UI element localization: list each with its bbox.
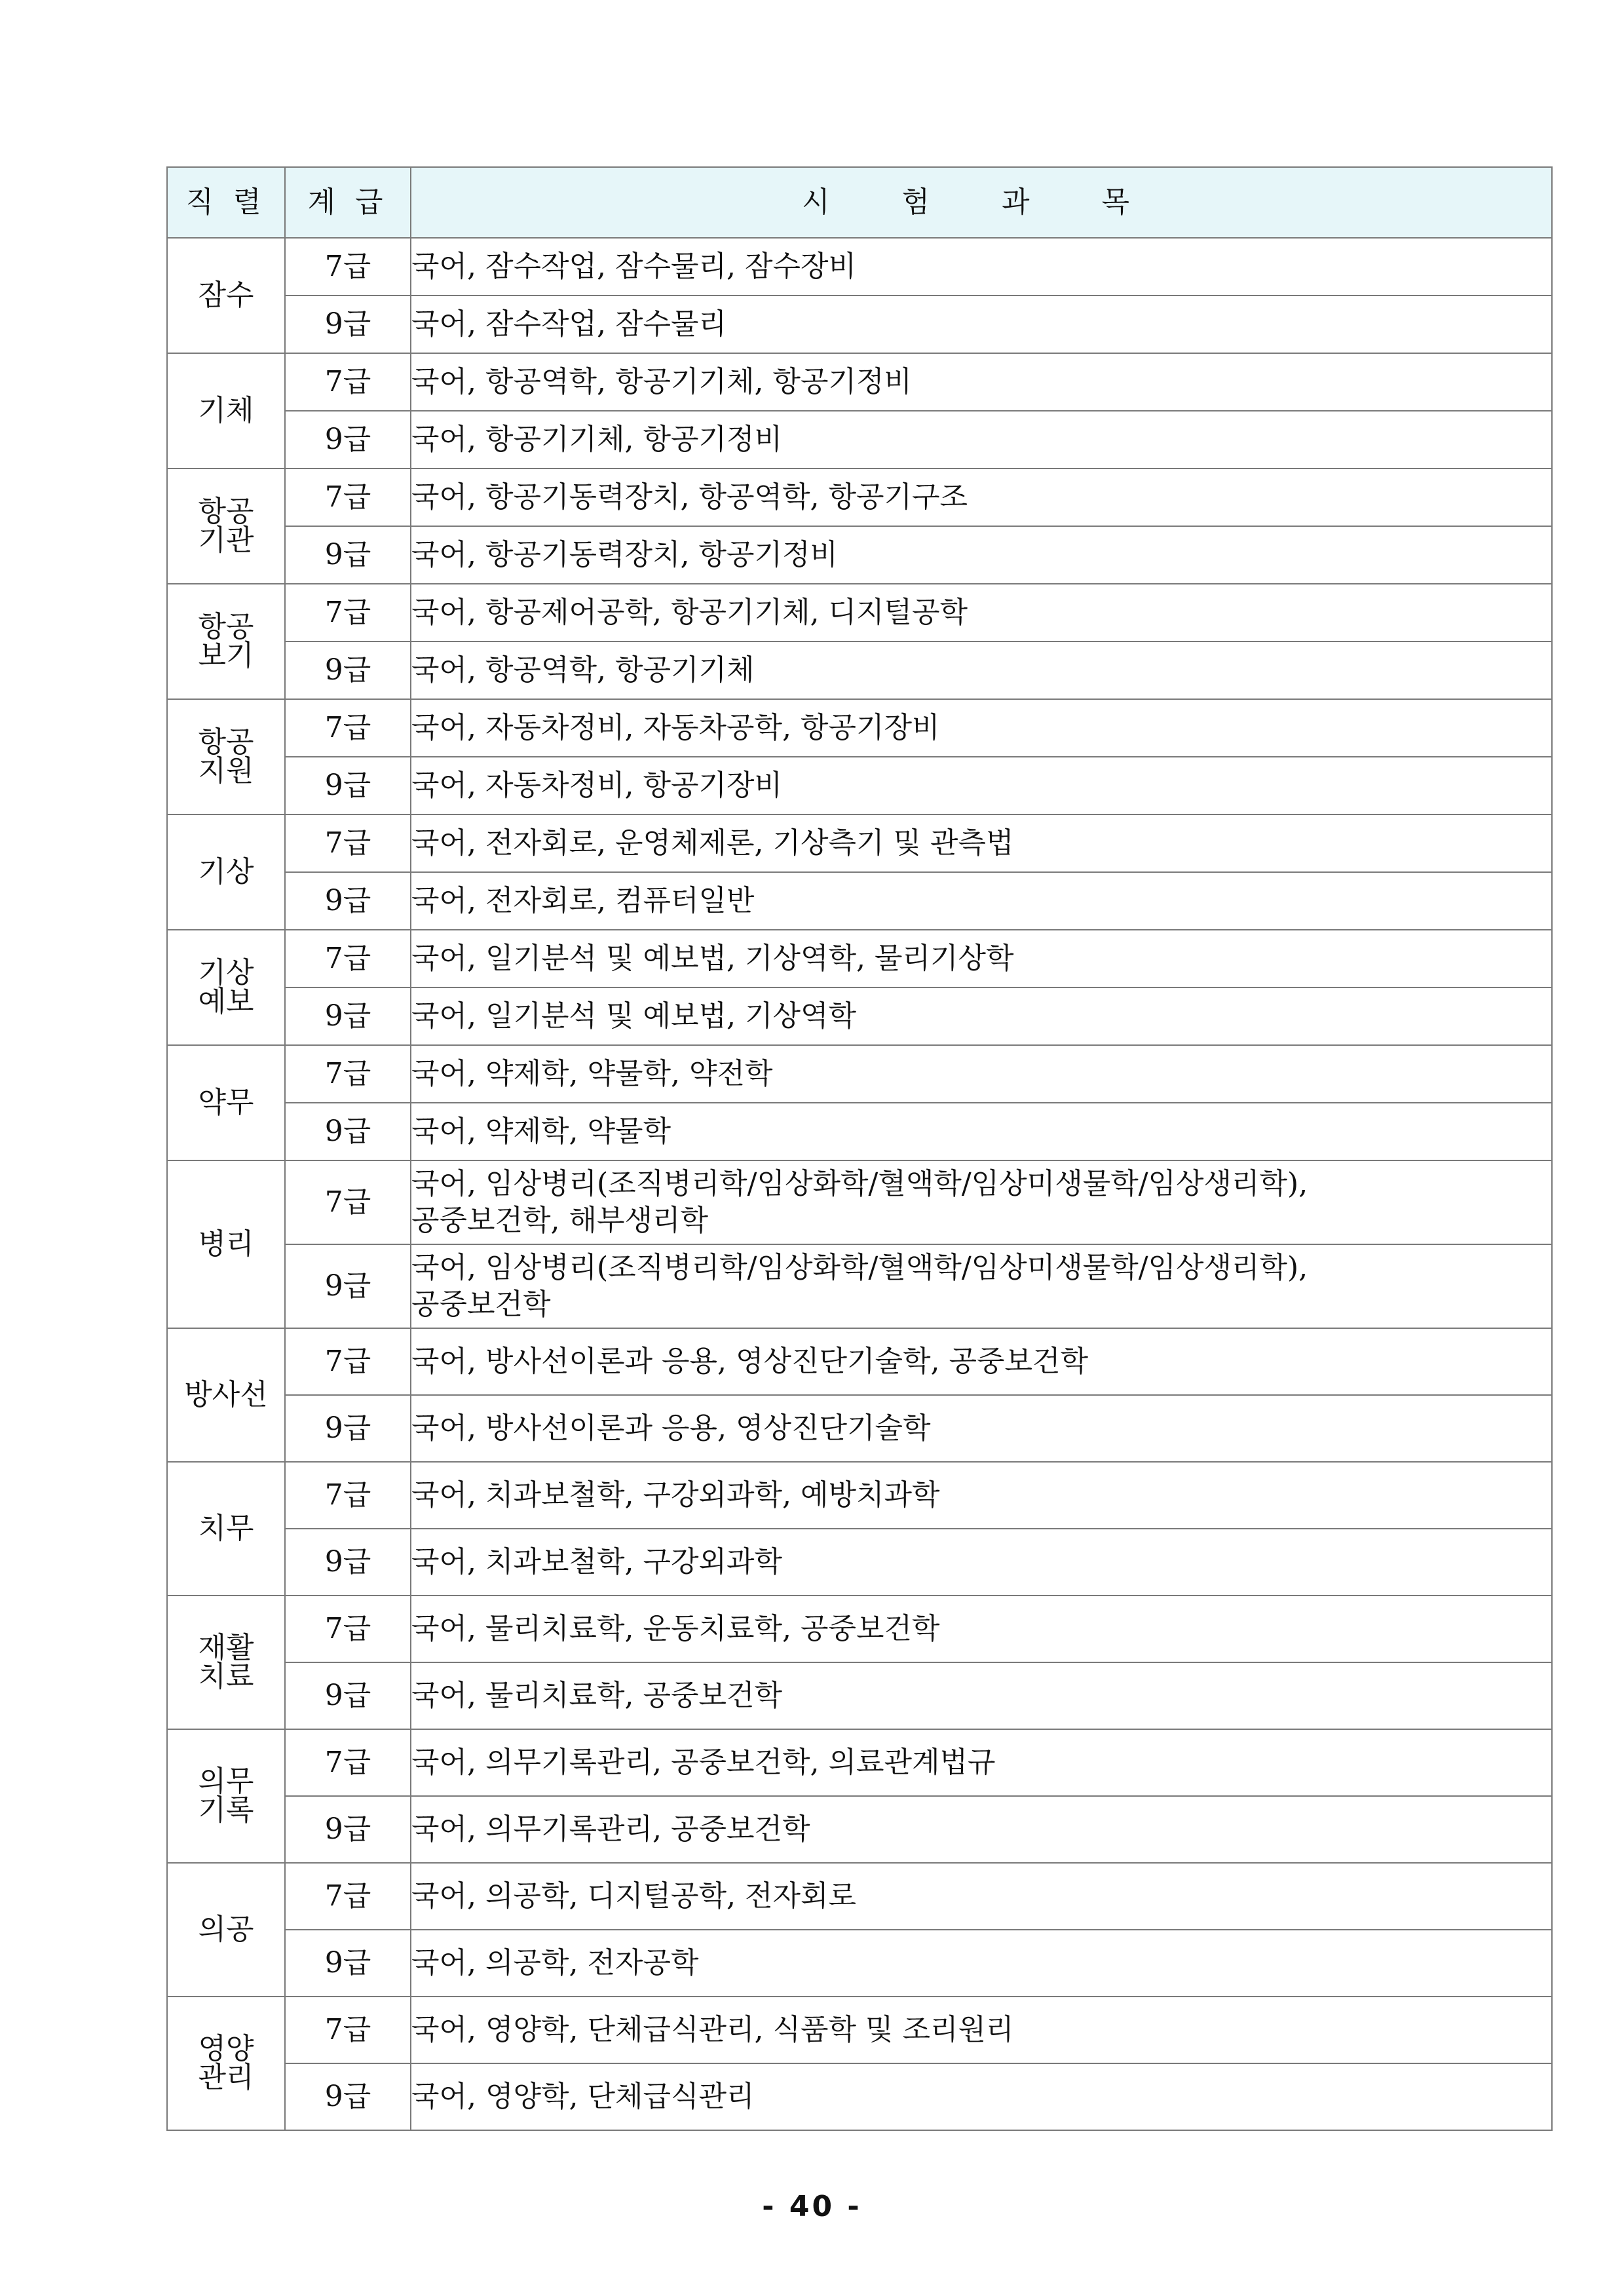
job-series-cell: [167, 238, 285, 353]
subjects-cell: [411, 757, 1552, 814]
table-row: [167, 411, 1552, 469]
job-series-label: 기상: [198, 855, 254, 889]
table-row: [167, 353, 1552, 411]
subjects-cell: [411, 1662, 1552, 1729]
subjects-text: 국어, 물리치료학, 공중보건학: [411, 1679, 782, 1712]
header-grade: 계 급: [285, 167, 411, 238]
grade-cell: 9급: [285, 1244, 411, 1328]
table-row: [167, 1045, 1552, 1103]
table-row: [167, 1796, 1552, 1863]
grade-cell: 7급: [285, 584, 411, 641]
subjects-cell: [411, 526, 1552, 584]
subjects-cell: [411, 353, 1552, 411]
subjects-text: 국어, 의무기록관리, 공중보건학: [411, 1812, 810, 1846]
subjects-cell: [411, 1529, 1552, 1596]
job-series-cell: [167, 699, 285, 814]
grade-cell: 7급: [285, 930, 411, 987]
job-series-label: 기상 예보: [198, 956, 254, 1018]
job-series-cell: [167, 814, 285, 930]
table-row: [167, 872, 1552, 930]
job-series-label: 영양 관리: [198, 2032, 254, 2094]
job-series-cell: [167, 1462, 285, 1596]
subjects-text: 국어, 전자회로, 컴퓨터일반: [411, 884, 755, 917]
grade-cell: 9급: [285, 296, 411, 353]
subjects-cell: [411, 641, 1552, 699]
job-series-label: 항공 기관: [198, 495, 254, 557]
table-row: [167, 2063, 1552, 2130]
grade-cell: 7급: [285, 353, 411, 411]
table-row: [167, 1863, 1552, 1930]
subjects-cell: [411, 699, 1552, 757]
subjects-text: 국어, 전자회로, 운영체제론, 기상측기 및 관측법: [411, 826, 1014, 860]
subjects-cell: [411, 1244, 1552, 1328]
subjects-cell: [411, 814, 1552, 872]
subjects-text: 국어, 영양학, 단체급식관리: [411, 2080, 755, 2113]
table-row: [167, 1103, 1552, 1160]
subjects-cell: [411, 1596, 1552, 1662]
table-row: [167, 1395, 1552, 1462]
grade-cell: 9급: [285, 1796, 411, 1863]
grade-cell: 7급: [285, 699, 411, 757]
job-series-cell: [167, 1328, 285, 1462]
job-series-cell: [167, 1160, 285, 1328]
job-series-label: 약무: [198, 1086, 254, 1119]
job-series-cell: [167, 584, 285, 699]
page-number: - 40 -: [762, 2190, 862, 2223]
subjects-text: 국어, 약제학, 약물학, 약전학: [411, 1057, 773, 1090]
subjects-text: 국어, 의공학, 디지털공학, 전자회로: [411, 1879, 856, 1913]
subjects-cell: [411, 1462, 1552, 1529]
table-row: [167, 1596, 1552, 1662]
subjects-cell: [411, 1930, 1552, 1997]
subjects-text: 국어, 치과보철학, 구강외과학: [411, 1545, 782, 1578]
grade-cell: 7급: [285, 238, 411, 296]
table-row: [167, 641, 1552, 699]
subjects-cell: [411, 1729, 1552, 1796]
header-job-series: 직 렬: [167, 167, 285, 238]
subjects-cell: [411, 1328, 1552, 1395]
subjects-cell: [411, 872, 1552, 930]
grade-cell: 7급: [285, 1160, 411, 1244]
subjects-text: 국어, 방사선이론과 응용, 영상진단기술학: [411, 1411, 931, 1445]
table-row: [167, 1328, 1552, 1395]
grade-cell: 9급: [285, 2063, 411, 2130]
grade-cell: 9급: [285, 1662, 411, 1729]
table-row: [167, 699, 1552, 757]
grade-cell: 9급: [285, 641, 411, 699]
table-row: [167, 296, 1552, 353]
subjects-cell: [411, 2063, 1552, 2130]
grade-cell: 7급: [285, 1328, 411, 1395]
table-row: [167, 1160, 1552, 1244]
grade-cell: 9급: [285, 872, 411, 930]
subjects-cell: [411, 1796, 1552, 1863]
job-series-cell: [167, 353, 285, 469]
subjects-text: 국어, 잠수작업, 잠수물리, 잠수장비: [411, 250, 856, 283]
subjects-text: 국어, 방사선이론과 응용, 영상진단기술학, 공중보건학: [411, 1345, 1088, 1378]
subjects-text: 국어, 항공기동력장치, 항공역학, 항공기구조: [411, 480, 968, 514]
subjects-text: 국어, 항공기기체, 항공기정비: [411, 423, 782, 456]
subjects-cell: [411, 987, 1552, 1045]
grade-cell: 9급: [285, 1529, 411, 1596]
table-row: [167, 1729, 1552, 1796]
grade-cell: 7급: [285, 1462, 411, 1529]
subjects-text: 국어, 자동차정비, 항공기장비: [411, 769, 782, 802]
table-row: [167, 584, 1552, 641]
job-series-label: 방사선: [184, 1378, 268, 1411]
subjects-text: 국어, 일기분석 및 예보법, 기상역학, 물리기상학: [411, 942, 1014, 975]
table-row: [167, 1462, 1552, 1529]
table-row: [167, 1662, 1552, 1729]
grade-cell: 7급: [285, 1045, 411, 1103]
subjects-text: 국어, 항공제어공학, 항공기기체, 디지털공학: [411, 596, 968, 629]
subjects-text: 국어, 항공역학, 항공기기체: [411, 653, 755, 687]
table-row: [167, 1244, 1552, 1328]
subjects-cell: [411, 1103, 1552, 1160]
subjects-cell: [411, 296, 1552, 353]
subjects-text: 국어, 잠수작업, 잠수물리: [411, 307, 727, 341]
job-series-cell: [167, 469, 285, 584]
table-row: [167, 930, 1552, 987]
subjects-cell: [411, 238, 1552, 296]
grade-cell: 9급: [285, 757, 411, 814]
grade-cell: 7급: [285, 814, 411, 872]
subjects-text: 국어, 자동차정비, 자동차공학, 항공기장비: [411, 711, 940, 744]
subjects-cell: [411, 1863, 1552, 1930]
subjects-cell: [411, 930, 1552, 987]
subjects-text: 국어, 의공학, 전자공학: [411, 1946, 699, 1980]
job-series-label: 병리: [198, 1227, 254, 1261]
grade-cell: 7급: [285, 1596, 411, 1662]
job-series-label: 항공 지원: [198, 725, 254, 788]
job-series-label: 치무: [198, 1512, 254, 1545]
subjects-cell: [411, 1395, 1552, 1462]
table-row: [167, 814, 1552, 872]
job-series-label: 의무 기록: [198, 1765, 254, 1827]
grade-cell: 7급: [285, 1729, 411, 1796]
subjects-cell: [411, 1160, 1552, 1244]
subjects-text: 국어, 의무기록관리, 공중보건학, 의료관계법규: [411, 1746, 996, 1779]
job-series-cell: [167, 1997, 285, 2130]
grade-cell: 9급: [285, 987, 411, 1045]
job-series-cell: [167, 930, 285, 1045]
subjects-text: 국어, 영양학, 단체급식관리, 식품학 및 조리원리: [411, 2013, 1014, 2046]
header-exam-subjects: 시 험 과 목: [411, 167, 1552, 238]
subjects-cell: [411, 411, 1552, 469]
table-row: [167, 987, 1552, 1045]
table-row: [167, 469, 1552, 526]
table-row: [167, 1997, 1552, 2063]
job-series-label: 재활 치료: [198, 1631, 254, 1693]
grade-cell: 9급: [285, 411, 411, 469]
table-row: [167, 526, 1552, 584]
job-series-cell: [167, 1596, 285, 1729]
table-row: [167, 1930, 1552, 1997]
subjects-cell: [411, 1997, 1552, 2063]
table-row: [167, 238, 1552, 296]
grade-cell: 7급: [285, 1997, 411, 2063]
subjects-cell: [411, 469, 1552, 526]
exam-subjects-table: [166, 166, 1553, 2131]
table-row: [167, 757, 1552, 814]
subjects-text: 국어, 임상병리(조직병리학/임상화학/혈액학/임상미생물학/임상생리학), 공중보건학: [411, 1251, 1308, 1321]
grade-cell: 9급: [285, 1930, 411, 1997]
grade-cell: 7급: [285, 1863, 411, 1930]
job-series-label: 의공: [198, 1913, 254, 1946]
subjects-text: 국어, 임상병리(조직병리학/임상화학/혈액학/임상미생물학/임상생리학), 공중보건학, 해부생리학: [411, 1167, 1308, 1237]
job-series-label: 잠수: [198, 278, 254, 312]
subjects-text: 국어, 물리치료학, 운동치료학, 공중보건학: [411, 1612, 940, 1645]
subjects-text: 국어, 항공기동력장치, 항공기정비: [411, 538, 838, 571]
grade-cell: 9급: [285, 1395, 411, 1462]
table-header-row: [167, 167, 1552, 238]
job-series-cell: [167, 1045, 285, 1160]
grade-cell: 7급: [285, 469, 411, 526]
grade-cell: 9급: [285, 526, 411, 584]
subjects-cell: [411, 584, 1552, 641]
job-series-cell: [167, 1863, 285, 1997]
job-series-label: 기체: [198, 394, 254, 427]
subjects-text: 국어, 항공역학, 항공기기체, 항공기정비: [411, 365, 912, 398]
subjects-text: 국어, 일기분석 및 예보법, 기상역학: [411, 999, 856, 1033]
subjects-text: 국어, 치과보철학, 구강외과학, 예방치과학: [411, 1478, 940, 1512]
subjects-cell: [411, 1045, 1552, 1103]
subjects-text: 국어, 약제학, 약물학: [411, 1115, 671, 1148]
job-series-cell: [167, 1729, 285, 1863]
job-series-label: 항공 보기: [198, 610, 254, 672]
grade-cell: 9급: [285, 1103, 411, 1160]
table-row: [167, 1529, 1552, 1596]
